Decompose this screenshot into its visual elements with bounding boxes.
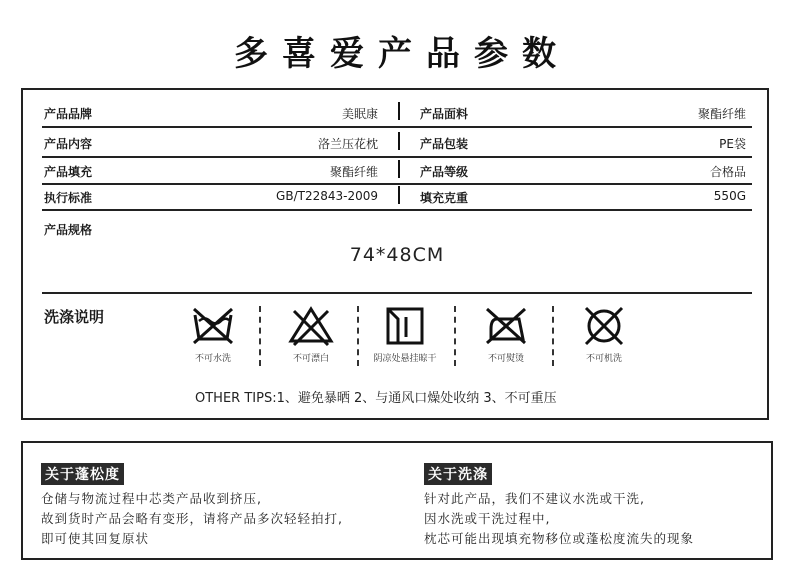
icon-divider xyxy=(454,306,456,366)
content-label: 产品内容 xyxy=(44,137,93,151)
content-value: 洛兰压花枕 xyxy=(317,137,378,151)
other-tips: OTHER TIPS:1、避免暴晒 2、与通风口燥处收纳 3、不可重压 xyxy=(195,391,557,406)
spec-row-filling xyxy=(42,160,752,182)
spec-row-content xyxy=(42,132,752,154)
package-value: PE袋 xyxy=(719,137,746,151)
spec-panel xyxy=(21,88,769,420)
text-line: 因水洗或干洗过程中, xyxy=(424,511,551,526)
care-item xyxy=(276,305,346,364)
text-line: 枕芯可能出现填充物移位或蓬松度流失的现象 xyxy=(424,531,695,546)
info-panel xyxy=(21,441,773,560)
divider xyxy=(42,209,752,211)
washing-note-title: 关于洗涤 xyxy=(424,463,492,485)
brand-value: 美眠康 xyxy=(341,107,378,121)
icon-divider xyxy=(259,306,261,366)
fluffiness-title: 关于蓬松度 xyxy=(41,463,124,485)
no-water-wash-icon xyxy=(190,305,236,347)
care-label: 不可漂白 xyxy=(292,354,329,364)
column-divider xyxy=(398,186,400,204)
standard-value: GB/T22843-2009 xyxy=(276,189,378,203)
grade-value: 合格品 xyxy=(709,165,746,179)
fabric-value: 聚酯纤维 xyxy=(697,107,746,121)
care-item xyxy=(370,305,440,364)
divider xyxy=(42,292,752,294)
text-line: 针对此产品，我们不建议水洗或干洗, xyxy=(424,491,645,506)
no-bleach-icon xyxy=(288,305,334,347)
care-item xyxy=(569,305,639,364)
text-line: 故到货时产品会略有变形，请将产品多次轻轻拍打, xyxy=(41,511,343,526)
divider xyxy=(42,126,752,128)
icon-divider xyxy=(357,306,359,366)
spec-row-standard xyxy=(42,186,752,208)
care-item xyxy=(471,305,541,364)
size-label: 产品规格 xyxy=(44,223,93,237)
care-label: 阴凉处悬挂晾干 xyxy=(373,354,437,364)
filling-value: 聚酯纤维 xyxy=(329,165,378,179)
care-label: 不可熨烫 xyxy=(487,354,524,364)
fluffiness-text xyxy=(41,489,343,549)
column-divider xyxy=(398,102,400,120)
text-line: 即可使其回复原状 xyxy=(41,531,150,546)
no-iron-icon xyxy=(483,305,529,347)
column-divider xyxy=(398,160,400,178)
washing-note-text xyxy=(424,489,694,549)
shade-hang-dry-icon xyxy=(382,305,428,347)
grade-label: 产品等级 xyxy=(420,165,469,179)
standard-label: 执行标准 xyxy=(44,191,93,205)
column-divider xyxy=(398,132,400,150)
weight-label: 填充克重 xyxy=(420,191,469,205)
weight-value: 550G xyxy=(713,189,746,203)
no-machine-wash-icon xyxy=(581,305,627,347)
spec-row-brand xyxy=(42,102,752,124)
spec-row-size xyxy=(42,218,752,240)
divider xyxy=(42,156,752,158)
care-item xyxy=(178,305,248,364)
fabric-label: 产品面料 xyxy=(420,107,469,121)
filling-label: 产品填充 xyxy=(44,165,93,179)
size-value: 74*48CM xyxy=(349,244,445,266)
care-label: 不可机洗 xyxy=(585,354,622,364)
divider xyxy=(42,183,752,185)
page-title: 多喜爱产品参数 xyxy=(234,34,570,74)
brand-label: 产品品牌 xyxy=(44,107,93,121)
care-label: 不可水洗 xyxy=(194,354,231,364)
package-label: 产品包装 xyxy=(420,137,469,151)
washing-title: 洗涤说明 xyxy=(44,308,105,326)
text-line: 仓储与物流过程中芯类产品收到挤压, xyxy=(41,491,262,506)
icon-divider xyxy=(552,306,554,366)
